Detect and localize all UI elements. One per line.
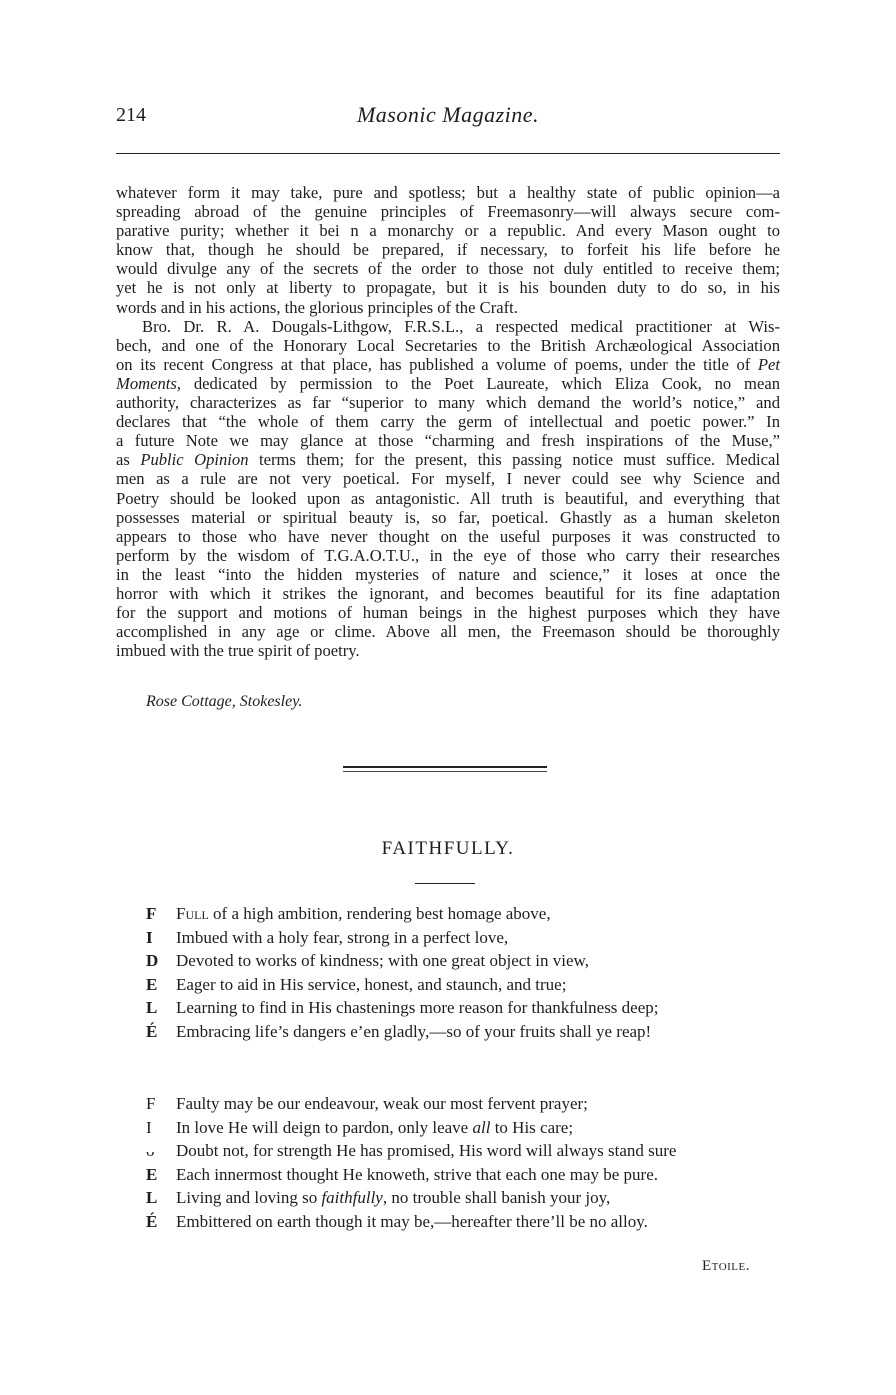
text-line: possesses material or spiritual beauty is, so far, poetical. Ghastly as a human skeleton — [116, 507, 780, 527]
text-line: for the support and motions of human beings in the highest purposes which they have — [116, 603, 780, 623]
verse-text: Faulty may be our endeavour, weak our most fervent prayer; — [176, 1094, 588, 1113]
verse-fragment: In love He will deign to pardon, only leave — [176, 1117, 473, 1137]
text-line: authority, characterizes as far “superior to many which demand the world’s notice,” and — [116, 393, 780, 413]
text-line: Poetry should be looked upon as antagonistic. All truth is beautiful, and everything that — [116, 488, 780, 508]
text-line: Bro. Dr. R. A. Dougals-Lithgow, F.R.S.L., a respected medical practitioner at Wis- — [142, 316, 780, 336]
text-line: a future Note we may glance at those “charming and fresh inspirations of the Muse,” — [116, 431, 780, 451]
acrostic-letter: L — [146, 998, 158, 1017]
text-line: spreading abroad of the genuine principles of Freemasonry—will always secure com- — [116, 202, 780, 222]
emphasis-word: all — [472, 1117, 491, 1137]
text-line: yet he is not only at liberty to propagate, but it is his bounden duty to do so, in his — [116, 278, 780, 298]
small-caps-word: Full — [176, 904, 209, 923]
text-line: in the least “into the hidden mysteries of nature and science,” it loses at once the — [116, 564, 780, 584]
text-line: appears to those who have never thought on the useful purposes it was constructed to — [116, 526, 780, 546]
header-rule — [116, 153, 780, 154]
acrostic-letter: D — [146, 951, 159, 970]
publication-public-opinion: Public Opinion — [140, 450, 249, 470]
verse-text — [176, 1186, 610, 1210]
verse-text — [176, 902, 551, 926]
verse-text: Imbued with a holy fear, strong in a perfect love, — [176, 927, 509, 947]
magazine-title: Masonic Magazine. — [356, 102, 540, 127]
acrostic-letter: F — [146, 904, 157, 923]
verse-text: Embracing life’s dangers e’en gladly,—so of your fruits shall ye reap! — [176, 1021, 652, 1041]
verse-fragment: of a high ambition, rendering best homage above, — [208, 904, 551, 923]
verse-fragment: , no trouble shall banish your joy, — [382, 1188, 611, 1207]
text-line: horror with which it strikes the ignorant, and becomes beautiful for its fine adaptation — [116, 583, 780, 603]
book-title-pet: Pet — [757, 354, 780, 374]
book-title-moments: Moments, — [116, 373, 181, 393]
acrostic-letter: L — [146, 1188, 158, 1207]
page-number: 214 — [116, 104, 146, 126]
text-line — [116, 450, 780, 469]
paragraph-2 — [116, 317, 780, 661]
acrostic-letter: É — [146, 1021, 158, 1041]
text-line: bech, and one of the Honorary Local Secretaries to the British Archæological Association — [116, 335, 780, 355]
verse-text: Each innermost thought He knoweth, strive that each one may be pure. — [176, 1164, 658, 1184]
verse-fragment: Living and loving so — [176, 1188, 322, 1207]
text-line — [116, 374, 780, 393]
verse-text: Embittered on earth though it may be,—hereafter there’ll be no alloy. — [176, 1211, 648, 1231]
verse-text — [176, 1116, 573, 1140]
text-line: whatever form it may take, pure and spotless; but a healthy state of public opinion—a — [116, 183, 780, 202]
poem-author: Etoile. — [702, 1258, 750, 1274]
acrostic-letter: I — [146, 927, 153, 947]
verse-text: Devoted to works of kindness; with one great object in view, — [176, 951, 589, 970]
acrostic-letter: E — [146, 1164, 158, 1184]
verse-text: Learning to find in His chastenings more reason for thankfulness deep; — [176, 998, 659, 1017]
text-fragment: on its recent Congress at that place, has published a volume of poems, under the title of — [116, 354, 751, 374]
text-fragment: terms them; for the present, this passing notice must suffice. Medical — [258, 450, 781, 470]
acrostic-letter: I — [146, 1117, 152, 1137]
text-fragment: as — [116, 450, 130, 470]
article-body — [116, 183, 780, 660]
text-line: would divulge any of the secrets of the order to those not duly entitled to receive them; — [116, 259, 780, 279]
verse-text: Eager to aid in His service, honest, and staunch, and true; — [176, 974, 567, 994]
text-fragment: dedicated by permission to the Poet Laureate, which Eliza Cook, no mean — [193, 373, 780, 393]
text-line: declares that “the whole of them carry the germ of intellectual and poetic power.” In — [116, 412, 780, 432]
article-signoff: Rose Cottage, Stokesley. — [146, 693, 303, 710]
acrostic-letter: F — [146, 1094, 156, 1113]
verse-fragment: to His care; — [490, 1117, 574, 1137]
text-line: men as a rule are not very poetical. For myself, I never could see why Science and — [116, 469, 780, 489]
emphasis-word: faithfully — [321, 1188, 383, 1207]
text-line — [116, 355, 780, 374]
poem-title: FAITHFULLY. — [381, 838, 515, 859]
acrostic-letter: E — [146, 974, 158, 994]
text-line: parative purity; whether it bei n a monarchy or a republic. And every Mason ought to — [116, 221, 780, 241]
running-header — [116, 104, 780, 134]
acrostic-letter: É — [146, 1211, 158, 1231]
section-separator — [343, 766, 547, 772]
text-line: perform by the wisdom of T.G.A.O.T.U., in the eye of those who carry their researches — [116, 545, 780, 565]
text-line: accomplished in any age or clime. Above all men, the Freemason should be thoroughly — [116, 622, 780, 642]
acrostic-letter: ᴗ — [146, 1141, 155, 1160]
paragraph-1 — [116, 183, 780, 317]
text-line: words and in his actions, the glorious principles of the Craft. — [116, 297, 518, 317]
title-rule — [415, 883, 475, 884]
verse-text: Doubt not, for strength He has promised, His word will always stand sure — [176, 1141, 677, 1160]
text-line: imbued with the true spirit of poetry. — [116, 641, 360, 661]
text-line: know that, though he should be prepared, if necessary, to forfeit his life before he — [116, 240, 780, 260]
